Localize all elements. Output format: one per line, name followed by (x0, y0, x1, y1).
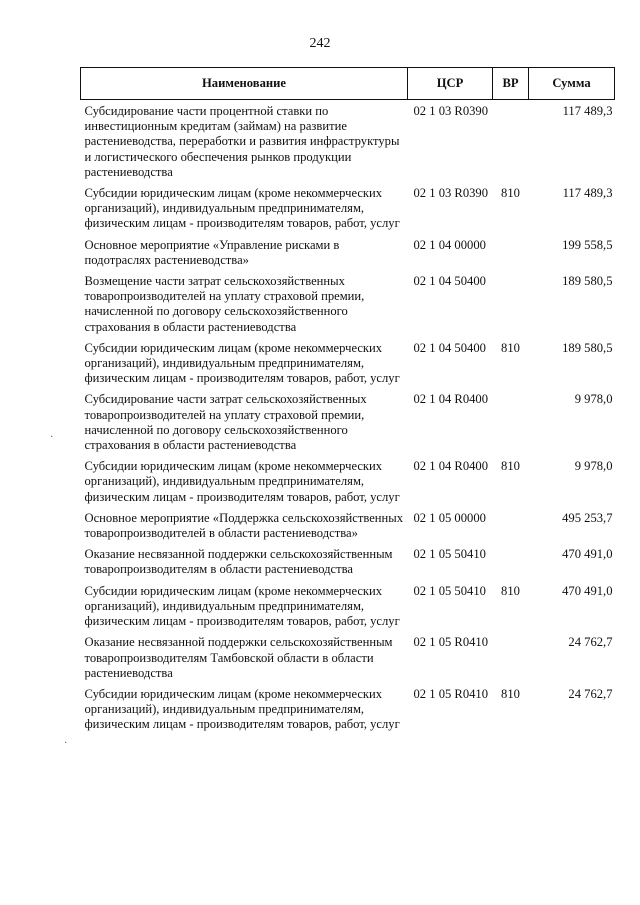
row-vr (493, 100, 529, 183)
row-name: Возмещение части затрат сельскохозяйственных товаропроизводителей на уплату страховой премии, начисленной по договору сельскохозяйственного страхования в области растениеводства (84, 274, 365, 334)
row-sum: 470 491,0 (562, 583, 613, 598)
table-row (81, 580, 615, 632)
table-row (81, 100, 615, 183)
row-sum: 495 253,7 (562, 510, 613, 525)
table-row (81, 337, 615, 389)
header-row (81, 68, 615, 100)
row-sum: 470 491,0 (562, 547, 613, 562)
header-csr: ЦСР (408, 68, 493, 100)
row-name: Основное мероприятие «Поддержка сельскохозяйственных товаропроизводителей в области растениеводства» (84, 510, 404, 541)
row-vr (493, 270, 529, 337)
row-name: Основное мероприятие «Управление рисками в подотраслях растениеводства» (84, 237, 340, 267)
row-csr: 02 1 03 R0390 (413, 186, 489, 201)
row-csr: 02 1 04 50400 (413, 274, 486, 289)
row-csr: 02 1 04 R0400 (413, 459, 489, 474)
row-name: Субсидии юридическим лицам (кроме некоммерческих организаций), индивидуальным предпринимателям, физическим лицам - производителям товаров, работ, услуг (84, 459, 400, 504)
row-sum: 24 762,7 (568, 686, 613, 701)
table-header (81, 68, 615, 100)
row-sum: 189 580,5 (562, 274, 613, 289)
row-vr: 810 (501, 686, 520, 701)
row-sum: 199 558,5 (562, 237, 613, 252)
row-vr: 810 (501, 340, 520, 355)
row-sum: 117 489,3 (562, 104, 613, 118)
header-vr: ВР (493, 68, 529, 100)
row-name: Субсидии юридическим лицам (кроме некоммерческих организаций), индивидуальным предпринимателям, физическим лицам - производителям товаров, работ, услуг (84, 583, 400, 629)
table-row (81, 234, 615, 270)
row-name: Субсидии юридическим лицам (кроме некоммерческих организаций), индивидуальным предпринимателям, физическим лицам - производителям товаров, работ, услуг (84, 686, 400, 732)
row-sum: 9 978,0 (574, 392, 613, 407)
row-name: Субсидирование части затрат сельскохозяйственных товаропроизводителей на уплату страховой премии, начисленной по договору сельскохозяйственного страхования в области растениеводства (84, 392, 367, 453)
row-vr: 810 (501, 583, 520, 598)
row-name: Оказание несвязанной поддержки сельскохозяйственным товаропроизводителям Тамбовской области в области растениеводства (84, 635, 393, 680)
row-csr: 02 1 05 00000 (413, 510, 486, 525)
row-vr (493, 631, 529, 683)
scan-margin-mark: · (50, 432, 54, 443)
row-name: Субсидирование части процентной ставки по инвестиционным кредитам (займам) на развитие растениеводства, переработки и развития инфраструктуры и логистического обеспечения рынков продукции растениеводства (84, 104, 400, 179)
row-csr: 02 1 04 50400 (413, 340, 486, 355)
row-csr: 02 1 05 50410 (413, 547, 486, 562)
header-sum: Сумма (529, 68, 615, 100)
row-csr: 02 1 05 R0410 (413, 635, 489, 650)
row-sum: 189 580,5 (562, 340, 613, 355)
row-vr (493, 543, 529, 579)
row-vr: 810 (501, 186, 520, 201)
row-sum: 9 978,0 (574, 459, 613, 474)
table-body (81, 100, 615, 735)
table-row (81, 631, 615, 683)
row-csr: 02 1 05 50410 (413, 583, 486, 598)
table-row (81, 683, 615, 735)
row-vr (493, 507, 529, 543)
row-vr: 810 (501, 459, 520, 474)
row-csr: 02 1 04 R0400 (413, 392, 489, 407)
row-name: Субсидии юридическим лицам (кроме некоммерческих организаций), индивидуальным предпринимателям, физическим лицам - производителям товаров, работ, услуг (84, 340, 400, 386)
scan-margin-mark: · (64, 738, 68, 749)
row-sum: 117 489,3 (562, 186, 613, 201)
table-row (81, 270, 615, 337)
table-row (81, 388, 615, 455)
table-row (81, 543, 615, 579)
row-csr: 02 1 04 00000 (413, 237, 486, 252)
page-number: 242 (309, 36, 331, 51)
row-vr (493, 234, 529, 270)
row-sum: 24 762,7 (568, 635, 613, 650)
row-name: Оказание несвязанной поддержки сельскохозяйственным товаропроизводителям в области растениеводства (84, 547, 393, 577)
row-vr (493, 388, 529, 455)
table-row (81, 507, 615, 543)
header-name: Наименование (81, 68, 408, 100)
row-csr: 02 1 05 R0410 (413, 686, 489, 701)
row-csr: 02 1 03 R0390 (413, 104, 489, 118)
table-row (81, 182, 615, 234)
row-name: Субсидии юридическим лицам (кроме некоммерческих организаций), индивидуальным предпринимателям, физическим лицам - производителям товаров, работ, услуг (84, 186, 400, 231)
table-row (81, 455, 615, 507)
budget-table (80, 67, 615, 735)
